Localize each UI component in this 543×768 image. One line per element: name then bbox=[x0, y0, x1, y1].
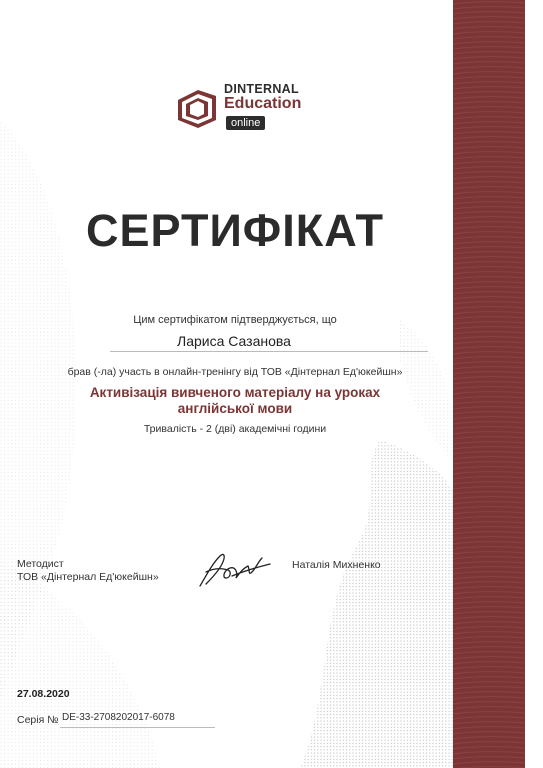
serial-number: DE-33-2708202017-6078 bbox=[62, 712, 175, 723]
brand-subtitle: Education bbox=[224, 95, 302, 112]
brand-tag: online bbox=[226, 116, 265, 130]
signatory-role-line2: ТОВ «Дінтернал Ед'юкейшн» bbox=[17, 571, 159, 583]
stripe-pattern bbox=[453, 0, 525, 768]
confirm-text: Цим сертифікатом підтверджується, що bbox=[133, 314, 337, 326]
serial-underline bbox=[60, 727, 215, 728]
handwritten-signature bbox=[192, 546, 272, 592]
signatory-role-line1: Методист bbox=[17, 558, 64, 570]
duration-text: Тривалість - 2 (дві) академічні години bbox=[143, 423, 327, 435]
book-logo-icon bbox=[172, 86, 220, 132]
decorative-stripe bbox=[453, 0, 525, 768]
name-underline bbox=[110, 351, 428, 352]
issue-date: 27.08.2020 bbox=[17, 688, 70, 700]
brand-logo bbox=[172, 82, 312, 134]
participation-text: брав (-ла) участь в онлайн-тренінгу від ТОВ «Дінтернал Ед'юкейшн» bbox=[67, 366, 403, 378]
signatory-role bbox=[17, 558, 159, 584]
brand-name: DINTERNAL bbox=[224, 82, 299, 96]
signatory-name: Наталія Михненко bbox=[292, 559, 381, 571]
course-title: Активізація вивченого матеріалу на уроках англійської мови bbox=[89, 385, 381, 416]
recipient-name: Лариса Сазанова bbox=[177, 333, 291, 349]
certificate-title: СЕРТИФІКАТ bbox=[86, 205, 384, 256]
serial-label: Серія № bbox=[17, 714, 59, 726]
